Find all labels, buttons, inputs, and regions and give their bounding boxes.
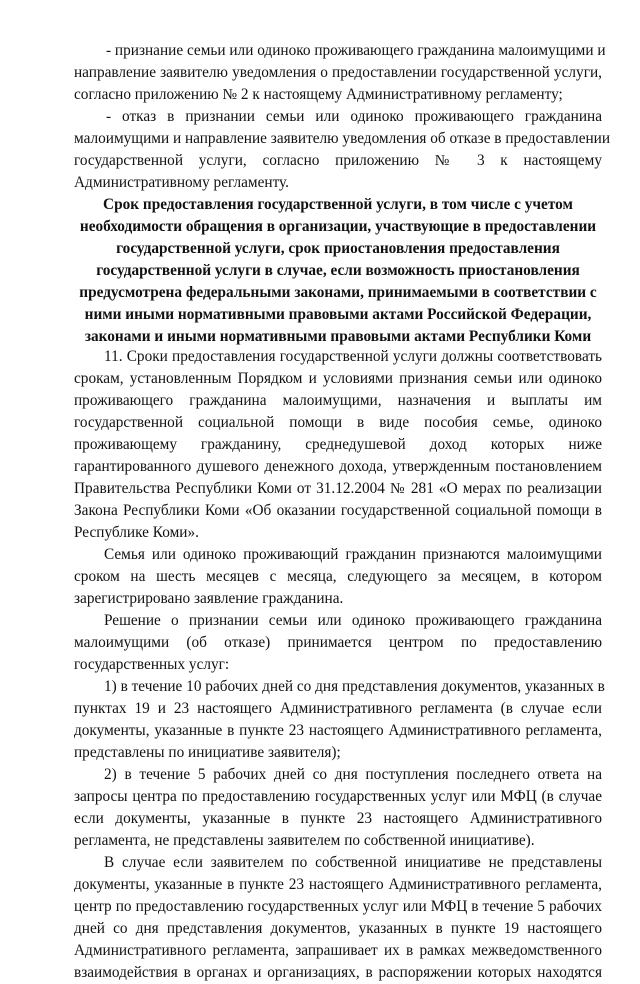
text-line: проживающего гражданина малоимущими, назначения и выплаты им (74, 392, 602, 409)
text-line: взаимодействия в органах и организациях, в распоряжении которых находятся (74, 964, 602, 981)
text-line: согласно приложению № 2 к настоящему Административному регламенту; (74, 86, 563, 103)
text-line: дней со дня представления документов, указанных в пункте 19 настоящего (74, 920, 602, 937)
text-line: Административному регламенту. (74, 174, 289, 191)
text-line: запросы центра по предоставлению государственных услуг или МФЦ (в случае (74, 788, 602, 805)
heading-line: ними иными нормативными правовыми актами Российской Федерации, (84, 306, 592, 323)
text-line: Правительства Республики Коми от 31.12.2004 № 281 «О мерах по реализации (74, 480, 602, 497)
text-line: Административного регламента, запрашивает их в рамках межведомственного (74, 942, 602, 959)
text-line: малоимущими и направление заявителю уведомления об отказе в предоставлении (74, 130, 611, 147)
text-line: пунктах 19 и 23 настоящего Административного регламента (в случае если (74, 700, 602, 717)
text-line: документы, указанные в пункте 23 настоящего Административного регламента, (74, 876, 602, 893)
text-line: документы, указанные в пункте 23 настоящего Административного регламента, (74, 722, 602, 739)
heading-line: Срок предоставления государственной услуги, в том числе с учетом (103, 196, 573, 213)
text-line: зарегистрировано заявление гражданина. (74, 590, 344, 607)
text-line: - признание семьи или одиноко проживающего гражданина малоимущими и (106, 42, 606, 59)
text-line: Республике Коми». (74, 524, 199, 541)
text-line: государственной социальной помощи в виде пособия семье, одиноко (74, 414, 602, 431)
text-line: регламента, не представлены заявителем по собственной инициативе). (74, 832, 535, 849)
text-line: Решение о признании семьи или одиноко проживающего гражданина (104, 612, 602, 629)
text-line: - отказ в признании семьи или одиноко проживающего гражданина (106, 108, 602, 125)
text-line: гарантированного душевого денежного дохода, утвержденным постановлением (74, 458, 602, 475)
text-line: центр по предоставлению государственных услуг или МФЦ в течение 5 рабочих (74, 898, 602, 915)
text-line: проживающему гражданину, среднедушевой доход которых ниже (74, 436, 602, 453)
text-line: государственной услуги, согласно приложению № 3 к настоящему (74, 152, 602, 169)
text-line: 1) в течение 10 рабочих дней со дня представления документов, указанных в (104, 678, 605, 695)
text-line: направление заявителю уведомления о предоставлении государственной услуги, (74, 64, 602, 81)
text-line: представлены по инициативе заявителя); (74, 744, 341, 761)
heading-line: законами и иными нормативными правовыми актами Республики Коми (84, 328, 592, 345)
text-line: 11. Сроки предоставления государственной услуги должны соответствовать (104, 348, 602, 365)
heading-line: необходимости обращения в организации, участвующие в предоставлении (79, 218, 597, 235)
text-line: В случае если заявителем по собственной инициативе не представлены (104, 854, 602, 871)
text-line: сроком на шесть месяцев с месяца, следующего за месяцем, в котором (74, 568, 602, 585)
heading-line: государственной услуги в случае, если возможность приостановления (96, 262, 580, 279)
text-line: если документы, указанные в пункте 23 настоящего Административного (74, 810, 602, 827)
text-line: государственных услуг: (74, 656, 230, 673)
text-line: 2) в течение 5 рабочих дней со дня поступления последнего ответа на (104, 766, 602, 783)
text-line: Закона Республики Коми «Об оказании государственной социальной помощи в (74, 502, 602, 519)
text-line: Семья или одиноко проживающий гражданин признаются малоимущими (104, 546, 602, 563)
text-line: срокам, установленным Порядком и условиями признания семьи или одиноко (74, 370, 602, 387)
heading-line: государственной услуги, срок приостановления предоставления (116, 240, 560, 257)
text-line: малоимущими (об отказе) принимается центром по предоставлению (74, 634, 602, 651)
heading-line: предусмотрена федеральными законами, принимаемыми в соответствии с (79, 284, 597, 301)
